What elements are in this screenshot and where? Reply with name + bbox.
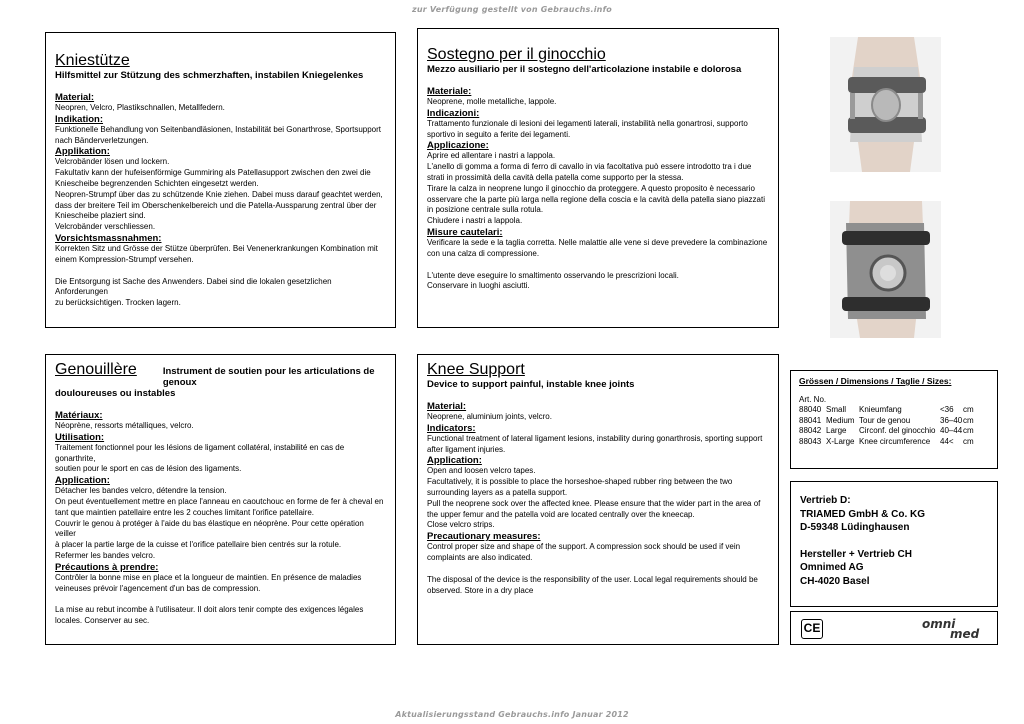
text-line: dass der breitere Teil im Oberschenkelbereich und die Patella-Aussparung zentral über der — [55, 200, 377, 210]
text-line: L'utente deve eseguire lo smaltimento osservando le prescrizioni locali. — [427, 270, 679, 280]
text-line: Aprire ed allentare i nastri a lappola. — [427, 151, 556, 161]
text-line: locales. Conserver au sec. — [55, 616, 150, 626]
size-range: 36–40 — [940, 415, 963, 425]
text-line: The disposal of the device is the responsibility of the user. Local legal requirements should be — [427, 574, 758, 584]
text-line: Velcrobänder lösen und lockern. — [55, 157, 170, 167]
text-line: Neopren-Strumpf über das zu schützende Knie ziehen. Dabei muss darauf geachtet werden, — [55, 189, 383, 199]
section-heading: Indicators: — [427, 422, 476, 434]
text-line: nach Bänderverletzungen. — [55, 135, 149, 145]
panel-title: Kniestütze — [55, 52, 130, 69]
size-row — [799, 405, 989, 416]
text-line: Pull the neoprene sock over the affected knee. Please ensure that the wider part in the area of — [427, 498, 761, 508]
panel-subtitle: Instrument de soutien pour les articulations de genoux — [162, 366, 375, 388]
size-unit: cm — [963, 415, 974, 425]
size-art: 88042 — [799, 426, 822, 435]
size-unit: cm — [963, 436, 974, 446]
omnimed-logo — [922, 615, 992, 643]
panel-title: Knee Support — [427, 361, 525, 378]
text-line: zu berücksichtigen. Trocken lagern. — [55, 298, 181, 308]
distributor-label: Vertrieb D: — [800, 495, 851, 506]
panel-subtitle: Mezzo ausiliario per il sostegno dell'articolazione instabile e dolorosa — [427, 64, 742, 75]
certification-box — [790, 611, 998, 645]
ce-mark-icon: CE — [801, 619, 823, 639]
section-heading: Indicazioni: — [427, 107, 480, 119]
text-line: Funktionelle Behandlung von Seitenbandläsionen, Instabilität bei Gonarthrose, Sportsupport — [55, 124, 381, 134]
panel-italian — [417, 28, 779, 328]
size-label: Knee circumference — [859, 436, 931, 446]
section-heading: Precautionary measures: — [427, 531, 541, 543]
text-line: Fakultativ kann der hufeisenförmige Gummiring als Patellasupport zwischen den zwei die — [55, 168, 371, 178]
size-name: Medium — [826, 415, 855, 425]
section-heading: Précautions à prendre: — [55, 561, 159, 573]
text-line: Verificare la sede e la taglia corretta. Nelle malattie alle vene si deve prevedere la combinazione — [427, 237, 768, 247]
panel-english — [417, 354, 779, 645]
text-line: complaints are also indicated. — [427, 552, 533, 562]
text-line: L'anello di gomma a forma di ferro di cavallo in via facoltativa può essere introdotto tra i due — [427, 162, 752, 172]
text-line: La mise au rebut incombe à l'utilisateur. Il doit alors tenir compte des exigences légales — [55, 605, 364, 615]
size-name: X-Large — [826, 436, 855, 446]
section-heading: Applikation: — [55, 146, 110, 158]
panel-german — [45, 32, 396, 328]
text-line: Die Entsorgung ist Sache des Anwenders. Dabei sind die lokalen gesetzlichen Anforderungen — [55, 276, 332, 297]
knee-brace-illustration-icon — [830, 37, 941, 172]
distribution-info — [790, 481, 998, 607]
header-note: zur Verfügung gestellt von Gebrauchs.info — [412, 5, 612, 14]
text-line: à placer la partie large de la cuisse et l'orifice patellaire bien centrés sur la rotule. — [55, 540, 342, 550]
text-line: Trattamento funzionale di lesioni dei legamenti laterali, instabilità nella gonartrosi, supporto — [427, 118, 748, 128]
text-line: Facultatively, it is possible to place the horseshoe-shaped rubber ring between the two — [427, 477, 733, 487]
footer-note: Aktualisierungsstand Gebrauchs.info Januar 2012 — [395, 710, 629, 719]
knee-support-photo-side — [830, 201, 941, 338]
text-line: Neopren, Velcro, Plastikschnallen, Metallfedern. — [55, 103, 225, 112]
size-unit: cm — [963, 405, 974, 414]
text-line: osservare che la parte più larga nella regione della coscia e la cavità della patella siano piazzati — [427, 194, 765, 204]
text-line: Open and loosen velcro tapes. — [427, 466, 536, 476]
size-row — [799, 416, 989, 427]
art-no-label: Art. No. — [799, 395, 827, 404]
section-heading: Applicazione: — [427, 140, 489, 152]
size-label: Knieumfang — [859, 405, 902, 414]
text-line: Couvrir le genou à protéger à l'aide du bas élastique en néoprène. Pour cette opération veiller — [55, 518, 364, 539]
size-row — [799, 426, 989, 437]
text-line: Traitement fonctionnel pour les lésions de ligament collatéral, instabilité en cas de gonarthrite, — [55, 442, 345, 463]
text-line: Contrôler la bonne mise en place et la longueur de maintien. En présence de maladies — [55, 572, 362, 582]
text-line: strati in prossimità della cavità della patella come supporto per la stessa. — [427, 172, 684, 182]
size-art: 88040 — [799, 405, 822, 414]
text-line: Functional treatment of lateral ligament lesions, instability during gonarthrosis, sporting support — [427, 433, 763, 443]
text-line: Chiudere i nastri a lappola. — [427, 216, 523, 226]
panel-title: Sostegno per il ginocchio — [427, 46, 606, 63]
knee-brace-illustration-icon — [830, 201, 941, 338]
distributor-city: D-59348 Lüdinghausen — [800, 522, 910, 533]
sizes-title: Grössen / Dimensions / Taglie / Sizes: — [799, 376, 952, 386]
text-line: Conservare in luoghi asciutti. — [427, 281, 530, 291]
size-row — [799, 437, 989, 448]
sizes-table — [790, 370, 998, 469]
manufacturer-city: CH-4020 Basel — [800, 575, 870, 587]
text-line: soutien pour le sport en cas de lésion des ligaments. — [55, 464, 242, 474]
section-heading: Matériaux: — [55, 410, 103, 421]
section-heading: Material: — [427, 401, 467, 412]
text-line: Korrekten Sitz und Grösse der Stütze überprüfen. Bei Venenerkrankungen Kombination mit — [55, 243, 378, 253]
panel-title: Genouillère — [55, 361, 137, 378]
section-heading: Material: — [55, 92, 95, 103]
logo-text: omni — [922, 617, 956, 631]
manufacturer-label: Hersteller + Vertrieb CH — [800, 548, 912, 560]
text-line: in posizione centrale sulla rotula. — [427, 205, 544, 215]
size-range: 40–44 — [940, 426, 963, 435]
text-line: sportivo in seguito a ferite dei legamenti. — [427, 129, 571, 139]
section-heading: Application: — [427, 455, 482, 467]
text-line: tant que maintien patellaire entre les 2 couches limitant l'orifice patellaire. — [55, 507, 314, 517]
section-heading: Vorsichtsmassnahmen: — [55, 232, 162, 244]
text-line: On peut éventuellement mettre en place l'anneau en caoutchouc en forme de fer à cheval en — [55, 496, 384, 506]
logo-text: med — [950, 627, 980, 641]
panel-subtitle: douloureuses ou instables — [55, 388, 176, 399]
section-heading: Application: — [55, 475, 110, 487]
size-range: 44< — [940, 436, 954, 446]
text-line: einem Kompression-Strumpf versehen. — [55, 254, 194, 264]
text-line: Close velcro strips. — [427, 520, 495, 530]
text-line: con una calza di compressione. — [427, 248, 540, 258]
text-line: the upper femur and the patella void are located centrally over the kneecap. — [427, 509, 695, 519]
text-line: after ligament injuries. — [427, 444, 506, 454]
section-heading: Materiale: — [427, 86, 472, 97]
size-name: Large — [826, 426, 847, 435]
size-label: Tour de genou — [859, 415, 911, 425]
size-name: Small — [826, 405, 847, 414]
text-line: Refermer les bandes velcro. — [55, 550, 156, 560]
size-range: <36 — [940, 405, 954, 414]
text-line: Kniescheibe plaziert sind. — [55, 211, 146, 221]
text-line: surrounding layers as a patella support. — [427, 487, 568, 497]
size-unit: cm — [963, 426, 974, 435]
panel-subtitle: Device to support painful, instable knee joints — [427, 379, 635, 390]
text-line: Control proper size and shape of the support. A compression sock should be used if vein — [427, 542, 741, 552]
section-heading: Utilisation: — [55, 431, 105, 443]
text-line: observed. Store in a dry place — [427, 585, 534, 595]
text-line: Neoprene, aluminium joints, velcro. — [427, 412, 552, 421]
panel-french — [45, 354, 396, 645]
text-line: Neoprene, molle metalliche, lappole. — [427, 97, 557, 106]
knee-support-photo-front — [830, 37, 941, 172]
section-heading: Indikation: — [55, 113, 104, 125]
distributor-company: TRIAMED GmbH & Co. KG — [800, 508, 925, 520]
panel-subtitle: Hilfsmittel zur Stützung des schmerzhaften, instabilen Kniegelenkes — [55, 70, 364, 81]
text-line: Détacher les bandes velcro, détendre la tension. — [55, 486, 227, 496]
manufacturer-company: Omnimed AG — [800, 562, 864, 573]
text-line: Tirare la calza in neoprene lungo il ginocchio da proteggere. A questo proposito è necessario — [427, 183, 755, 193]
text-line: Velcrobänder verschliessen. — [55, 222, 156, 232]
text-line: Néoprène, ressorts métalliques, velcro. — [55, 421, 194, 430]
size-art: 88041 — [799, 415, 822, 425]
text-line: Kniescheibe begrenzenden Schichten eingesetzt werden. — [55, 178, 259, 188]
size-art: 88043 — [799, 436, 822, 446]
size-label: Circonf. del ginocchio — [859, 426, 936, 435]
text-line: veineuses prévoir l'agencement d'un bas de compression. — [55, 583, 261, 593]
section-heading: Misure cautelari: — [427, 226, 503, 238]
